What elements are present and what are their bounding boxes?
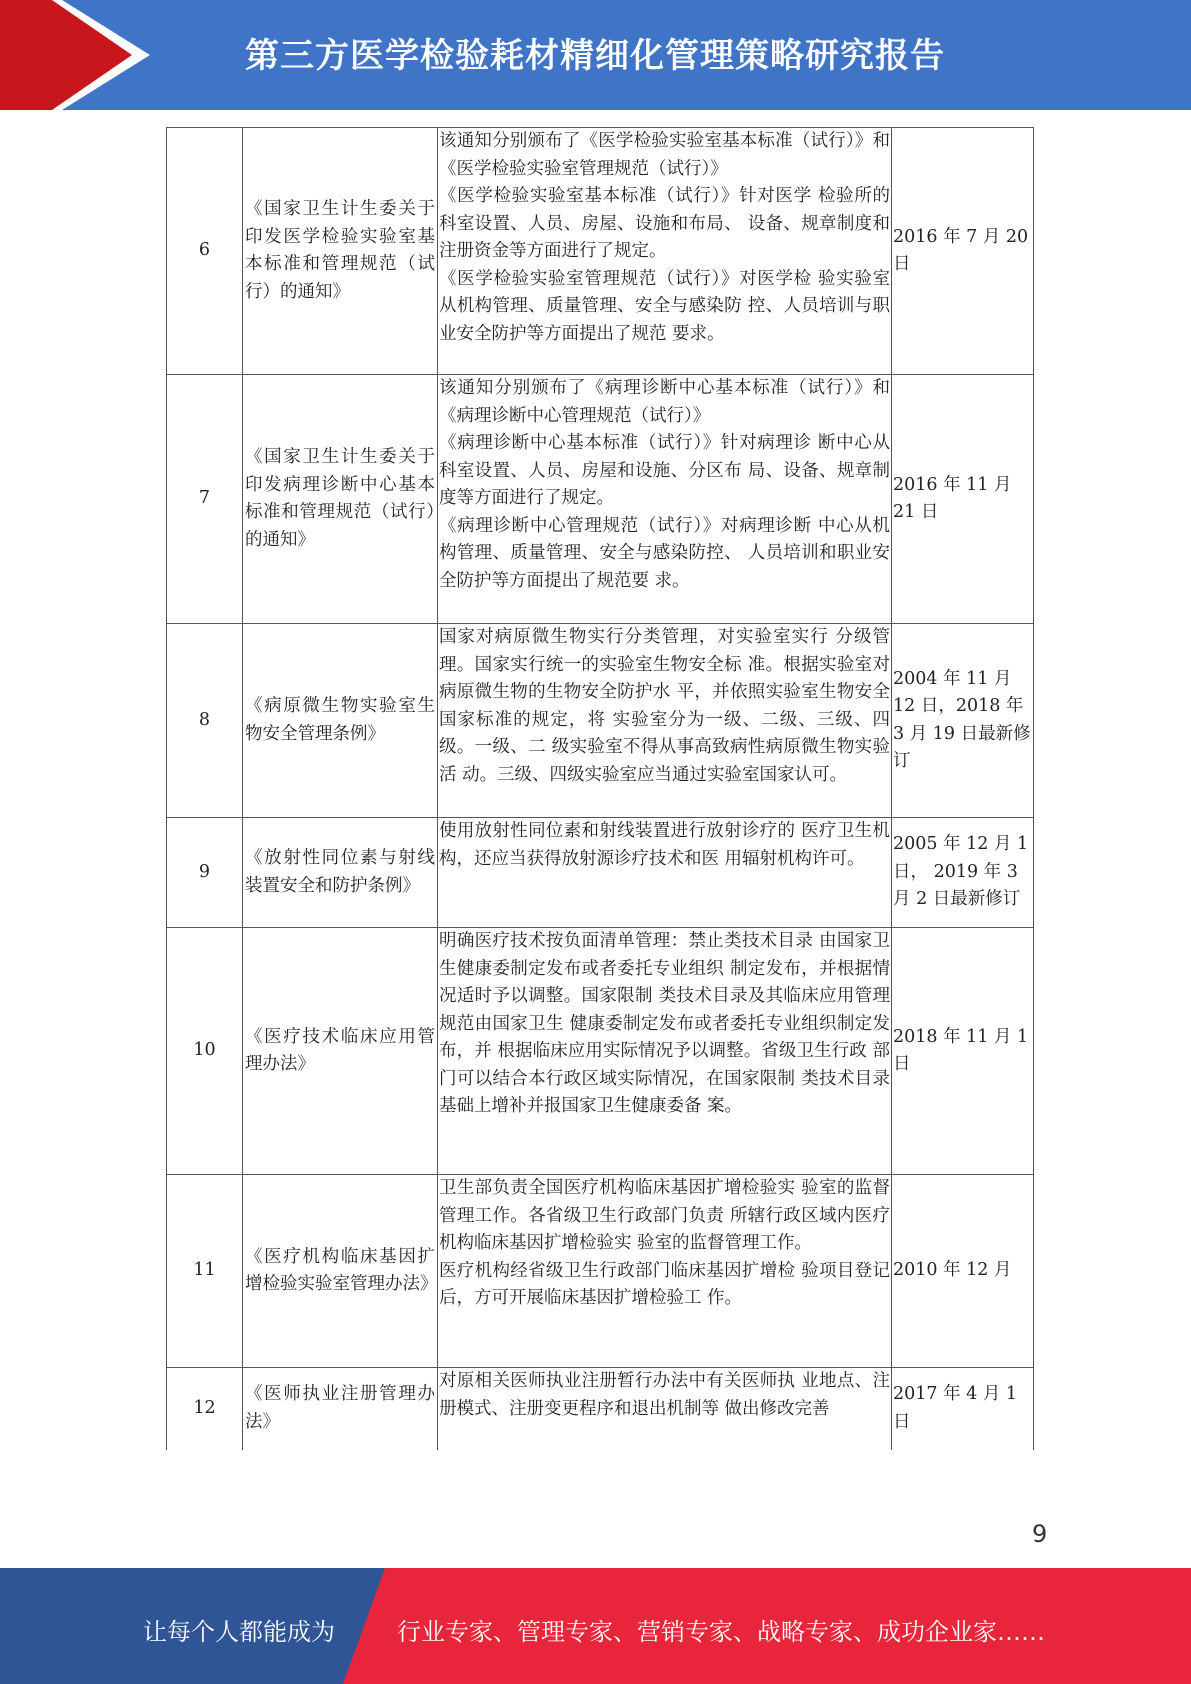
row-number: 10 — [167, 928, 243, 1175]
regulation-title: 《国家卫生计生委关于印发医学检验实验室基本标准和管理规范（试行）的通知》 — [243, 128, 438, 375]
regulation-content — [438, 375, 892, 624]
row-number: 6 — [167, 128, 243, 375]
content-paragraph: 该通知分别颁布了《医学检验实验室基本标准（试行）》和《医学检验实验室管理规范（试行）》 — [439, 131, 890, 179]
regulation-content — [438, 1175, 892, 1368]
regulation-content — [438, 818, 892, 928]
issue-date: 2018 年 11 月 1 日 — [892, 928, 1034, 1175]
content-paragraph: 医疗机构经省级卫生行政部门临床基因扩增检 验项目登记后，方可开展临床基因扩增检验工 作。 — [439, 1260, 890, 1308]
content-paragraph: 使用放射性同位素和射线装置进行放射诊疗的 医疗卫生机构，还应当获得放射源诊疗技术和医 用辐射机构许可。 — [439, 821, 890, 869]
regulations-table — [166, 127, 1034, 1450]
row-number: 11 — [167, 1175, 243, 1368]
footer-banner — [0, 1568, 1191, 1684]
content-paragraph: 国家对病原微生物实行分类管理，对实验室实行 分级管理。国家实行统一的实验室生物安全标 准。根据实验室对病原微生物的生物安全防护水 平，并依照实验室生物安全国家标准的规定，将 实验室分为一级、二级、三级、四级。一级、二 级实验室不得从事高致病性病原微生物实验活 动。三级、四级实验室应当通过实验室国家认可。 — [439, 627, 890, 785]
table-row — [167, 1175, 1034, 1368]
issue-date: 2016 年 11 月 21 日 — [892, 375, 1034, 624]
regulation-title: 《放射性同位素与射线装置安全和防护条例》 — [243, 818, 438, 928]
page-number: 9 — [1032, 1520, 1048, 1548]
row-number: 8 — [167, 624, 243, 818]
regulation-content — [438, 128, 892, 375]
table-row — [167, 375, 1034, 624]
issue-date: 2005 年 12 月 1 日， 2019 年 3 月 2 日最新修订 — [892, 818, 1034, 928]
header-title: 第三方医学检验耗材精细化管理策略研究报告 — [245, 36, 945, 76]
table-row — [167, 128, 1034, 375]
content-paragraph: 卫生部负责全国医疗机构临床基因扩增检验实 验室的监督管理工作。各省级卫生行政部门负责 所辖行政区域内医疗机构临床基因扩增检验实 验室的监督管理工作。 — [439, 1178, 890, 1253]
content-paragraph: 《医学检验实验室基本标准（试行）》针对医学 检验所的科室设置、人员、房屋、设施和布局、 设备、规章制度和注册资金等方面进行了规定。 — [439, 186, 890, 261]
header-arrow-decoration — [0, 0, 150, 110]
regulation-content — [438, 624, 892, 818]
table-row — [167, 928, 1034, 1175]
issue-date: 2010 年 12 月 — [892, 1175, 1034, 1368]
regulation-title: 《国家卫生计生委关于印发病理诊断中心基本标准和管理规范（试行）的通知》 — [243, 375, 438, 624]
row-number: 7 — [167, 375, 243, 624]
footer-slogan-right: 行业专家、管理专家、营销专家、战略专家、成功企业家…… — [397, 1618, 1045, 1646]
issue-date: 2016 年 7 月 20 日 — [892, 128, 1034, 375]
footer-slogan-left: 让每个人都能成为 — [143, 1618, 335, 1646]
content-paragraph: 对原相关医师执业注册暂行办法中有关医师执 业地点、注册模式、注册变更程序和退出机制等 做出修改完善 — [439, 1371, 890, 1419]
row-number: 12 — [167, 1368, 243, 1450]
row-number: 9 — [167, 818, 243, 928]
content-paragraph: 该通知分别颁布了《病理诊断中心基本标准（试行）》和《病理诊断中心管理规范（试行）》 — [439, 378, 890, 426]
table-row — [167, 818, 1034, 928]
content-paragraph: 《病理诊断中心基本标准（试行）》针对病理诊 断中心从科室设置、人员、房屋和设施、分区布 局、设备、规章制度等方面进行了规定。 — [439, 433, 890, 508]
content-paragraph: 《医学检验实验室管理规范（试行）》对医学检 验实验室从机构管理、质量管理、安全与感染防 控、人员培训与职业安全防护等方面提出了规范 要求。 — [439, 268, 890, 344]
regulation-title: 《医师执业注册管理办法》 — [243, 1368, 438, 1450]
content-paragraph: 《病理诊断中心管理规范（试行）》对病理诊断 中心从机构管理、质量管理、安全与感染防控、 人员培训和职业安全防护等方面提出了规范要 求。 — [439, 515, 890, 591]
regulation-title: 《病原微生物实验室生物安全管理条例》 — [243, 624, 438, 818]
regulation-content — [438, 928, 892, 1175]
table-row — [167, 624, 1034, 818]
issue-date: 2017 年 4 月 1 日 — [892, 1368, 1034, 1450]
issue-date: 2004 年 11 月 12 日，2018 年 3 月 19 日最新修订 — [892, 624, 1034, 818]
content-paragraph: 明确医疗技术按负面清单管理：禁止类技术目录 由国家卫生健康委制定发布或者委托专业组织 制定发布，并根据情况适时予以调整。国家限制 类技术目录及其临床应用管理规范由国家卫生 健康委制定发布或者委托专业组织制定发布，并 根据临床应用实际情况予以调整。省级卫生行政 部门可以结合本行政区域实际情况，在国家限制 类技术目录基础上增补并报国家卫生健康委备 案。 — [439, 931, 890, 1116]
table-row — [167, 1368, 1034, 1450]
regulation-content — [438, 1368, 892, 1450]
regulation-title: 《医疗机构临床基因扩增检验实验室管理办法》 — [243, 1175, 438, 1368]
regulation-title: 《医疗技术临床应用管理办法》 — [243, 928, 438, 1175]
header-banner — [0, 0, 1191, 110]
